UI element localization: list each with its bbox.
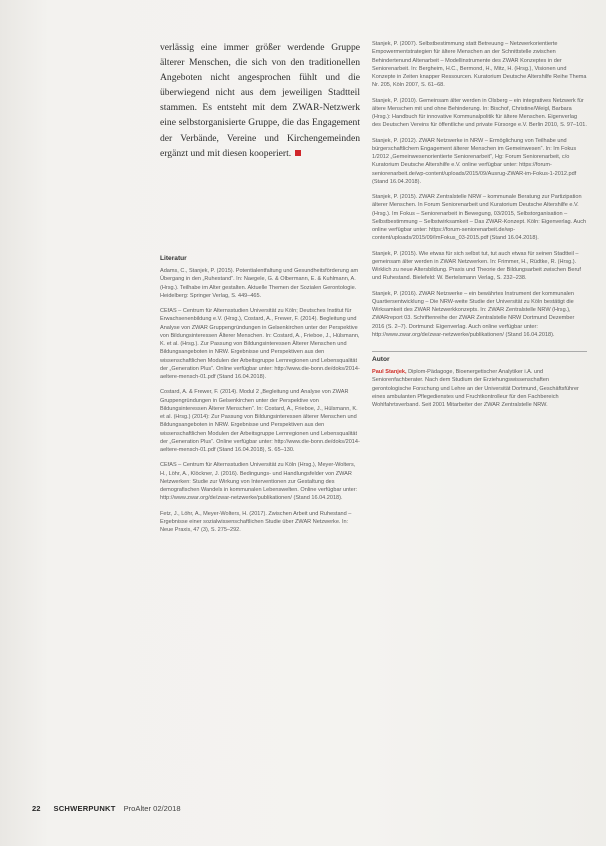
reference-item: Adams, C., Stanjek, P. (2015). Potentialentfaltung und Gesundheitsförderung am Übergang in den „Ruhestand“. In: Naegele, G. & Olbermann, E. & Kuhlmann, A. (Hrsg.). Teilhabe im Alter gestalten. Aktuelle Themen der Sozialen Gerontologie. Heidelberg: Springer Verlag, S. 449–465. — [160, 268, 359, 299]
reference-item: Stanjek, P. (2007). Selbstbestimmung statt Betreuung – Netzwerkorientierte Empowermentstrategien für ältere Menschen an der Schnittstelle zwischen Behindertenund Altenarbeit – Modellinstrumente des ZWAR Konzeptes in der Seniorenarbeit. In: Bergheim, H.C., Bermond, H., Mitz, H. (Hrsg.), Visionen und Konzepte in Zeiten knapper Ressourcen. Kuratorium Deutsche Altershilfe Reihe Thema Nr. 205, Köln 2007, S. 61–68. — [372, 41, 587, 89]
reference-item: CEfAS – Centrum für Alternsstudien Universität zu Köln (Hrsg.), Meyer-Wolters, H., Löhr, A., Klöckner, J. (2016). Bedingungs- und Handlungsfelder von ZWAR Netzwerken: Studie zur Wirkung von Interventionen zur Gestaltung des demografischen Wandels in kommunalen Lebenswelten. Online verfügbar unter: http://www.zwar.org/de/zwar-netzwerke/publikationen/ (Stand 16.04.2018). — [160, 462, 358, 502]
magazine-issue: ProAlter 02/2018 — [123, 804, 181, 813]
author-name: Paul Stanjek, — [372, 369, 407, 375]
reference-item: Stanjek, P. (2015). ZWAR Zentralstelle NRW – kommunale Beratung zur Partizipation älterer Menschen. In Forum Seniorenarbeit und Kuratorium Deutsche Altershilfe e.V. (Hrsg.). Im Fokus – Seniorenarbeit in Bewegung, 03/2015, Selbstorganisation – Selbstbestimmung – Selbstwirksamkeit – Das ZWAR-Konzept. Köln: Eigenverlag. Auch online verfügbar unter: https://forum-seniorenarbeit.de/wp-content/uploads/2015/09/ImFokus_03-2015.pdf (Stand 16.04.2018). — [372, 194, 587, 242]
page-footer — [32, 804, 181, 813]
end-of-article-mark — [295, 150, 301, 156]
literature-heading: Literatur — [160, 255, 187, 262]
literature-section — [160, 255, 360, 541]
reference-item: Stanjek, P. (2016). ZWAR Netzwerke – ein bewährtes Instrument der kommunalen Quartiersentwicklung – Die NRW-weite Studie der Universität zu Köln bestätigt die Wirksamkeit des ZWAR Netzwerkkonzepts. In: ZWAR Zentralstelle NRW (Hrsg.), ZWARreport 03. Schriftenreihe der ZWAR Zentralstelle NRW Dortmund Dezember 2016 (S. 2–7). Dortmund: Eigenverlag. Auch online verfügbar unter: http://www.zwar.org/de/zwar-netzwerke/publikationen/ (Stand 16.04.2018). — [372, 290, 575, 338]
author-box — [372, 351, 587, 409]
article-paragraph-text: verlässig eine immer größer werdende Gruppe älterer Menschen, die sich von den traditionellen Angeboten nicht angesprochen fühlt und die überwiegend nicht aus dem jeweiligen Stadtteil stammen. Es entsteht mit dem ZWAR-Netzwerk eine selbstorganisierte Gruppe, die das Engagement der Verbände, Vereine und Kirchengemeinden ergänzt und mit diesen kooperiert. — [160, 42, 360, 159]
author-heading: Autor — [372, 356, 390, 363]
article-paragraph — [160, 40, 360, 161]
author-bio-text: Diplom-Pädagoge, Bioenergetischer Analytiker i.A. und Seniorenfachberater. Nach dem Studium der Erziehungswissenschaften gerontologische Forschung und Lehre an der Universität Dortmund, Geschäftsführer eines ambulanten Pflegedienstes und Fruchtkontrolleur für den Fachbereich Wohlfahrtsverband. Seit 2001 Mitarbeiter der ZWAR Zentralstelle NRW. — [372, 369, 579, 408]
section-label: SCHWERPUNKT — [53, 804, 116, 813]
reference-item: Costard, A. & Frewer, F. (2014). Modul 2 „Begleitung und Analyse von ZWAR Gruppengründungen in Gelsenkirchen unter der Perspektive von Bildungsinteressen Älterer Menschen“. In: Costard, A., Frieboe, J., Hülsmann, K. et al. (Hrsg.) (2014): Zur Passung von Bildungsinteressen älterer Menschen und Bildungsangeboten in NRW. Ergebnisse und Perspektiven aus den wissenschaftlichen Modulen der Arbeitsgruppe Lernregionen und Lebensqualität der „Generation Plus“. Online verfügbar unter: http://www.die-bonn.de/doks/2014-aeltere-mensch-01.pdf (Stand 16.04.2018), S. 65–130. — [160, 389, 360, 453]
author-divider — [372, 351, 587, 352]
reference-item: CEfAS – Centrum für Alternsstudien Universität zu Köln; Deutsches Institut für Erwachsenenbildung e.V. (Hrsg.), Costard, A., Frewer, F. (2014). Begleitung und Analyse von ZWAR Gruppengründungen in Gelsenkirchen unter der Perspektive von Bildungsinteressen Älterer Menschen. In: Costard, A., Frieboe, J., Hülsmann, K. et al. (Hrsg.). Zur Passung von Bildungsinteressen Älterer Menschen und Bildungsangeboten in NRW. Ergebnisse und Perspektiven aus den wissenschaftlichen Modulen der Arbeitsgruppe Lernregionen und Lebensqualität der „Generation Plus“. Online verfügbar unter: http://www.die-bonn.de/doks/2014-aeltere-mensch-01.pdf (Stand 16.04.2018). — [160, 308, 360, 380]
author-bio — [372, 368, 587, 409]
reference-item: Stanjek, P. (2015). Wie etwas für sich selbst tut, tut auch etwas für seinen Stadtteil – gemeinsam älter werden in ZWAR Netzwerken. In: Frimmer, H., Rüdtke, R. (Hrsg.). Wirklich zu neue Altersbildung. Praxis und Theorie der Bildungsarbeit zwischen Beruf und Ruhestand. Bielefeld: W. Bertelsmann Verlag, S. 232–238. — [372, 250, 581, 282]
reference-item: Stanjek, P. (2012). ZWAR Netzwerke in NRW – Ermöglichung von Teilhabe und bürgerschaftlichem Engagement älterer Menschen im Gemeinwesen“. In: Im Fokus 1/2012 „Gemeinwesenorientierte Seniorenarbeit“, Hg: Forum Seniorenarbeit, c/o Kuratorium Deutsche Altershilfe e.V. online verfügbar unter: https://forum-seniorenarbeit.de/wp-content/uploads/2015/09/Ausrug-ZWAR-im-Fokus-1-2012.pdf (Stand 16.04.2018). — [372, 137, 577, 185]
left-column — [160, 40, 360, 161]
reference-item: Fetz, J., Löhr, A., Meyer-Wolters, H. (2017). Zwischen Arbeit und Ruhestand – Ergebnisse einer sozialwissenschaftlichen Studie über ZWAR Netzwerke. In: Neue Praxis, 47 (3), S. 275–292. — [160, 510, 352, 533]
right-column — [372, 40, 587, 416]
reference-item: Stanjek, P. (2010). Gemeinsam älter werden in Olsberg – ein integratives Netzwerk für ältere Menschen mit und ohne Behinderung. In: Bischof, Christine/Weigl, Barbara (Hrsg.): Handbuch für innovative Kommunalpolitik für ältere Menschen. Eigenverlag des Deutschen Vereins für öffentliche und private Fürsorge e.V. Berlin 2010, S. 97–101. — [372, 97, 587, 129]
page-number: 22 — [32, 804, 41, 813]
